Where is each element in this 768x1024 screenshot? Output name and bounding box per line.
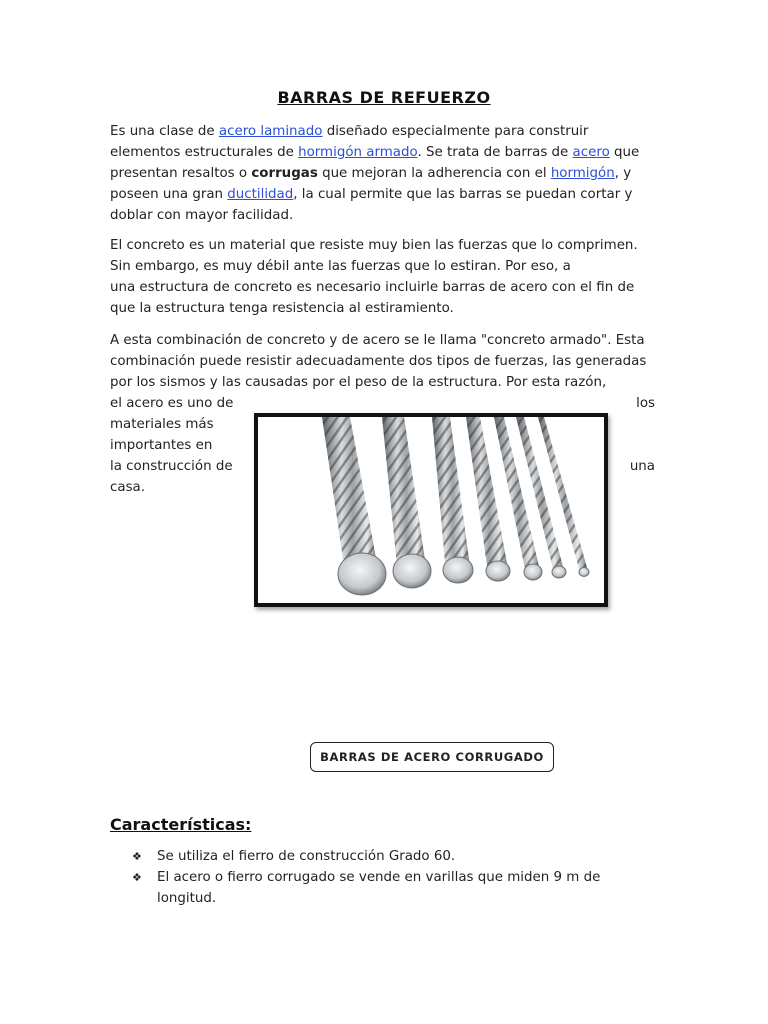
text: elementos estructurales de	[110, 145, 299, 160]
text: A esta combinación de concreto y de acero se le llama "concreto armado". Esta	[110, 333, 645, 348]
link-ductilidad[interactable]: ductilidad	[227, 187, 294, 202]
text: diseñado especialmente para construir	[322, 124, 589, 139]
list-item-text: longitud.	[157, 891, 217, 906]
link-acero-laminado[interactable]: acero laminado	[218, 124, 323, 139]
text: que	[609, 145, 640, 160]
text: Es una clase de	[110, 124, 219, 139]
rebar-photo	[254, 413, 608, 607]
figure-caption: BARRAS DE ACERO CORRUGADO	[310, 742, 554, 772]
text: que la estructura tenga resistencia al estiramiento.	[110, 301, 454, 316]
text: que mejoran la adherencia con el	[317, 166, 551, 181]
wrap-text-left: la construcción de	[110, 459, 233, 474]
text: presentan resaltos o	[110, 166, 252, 181]
wrap-text-left: materiales más	[110, 417, 214, 432]
rebar-illustration	[258, 417, 604, 603]
text: , la cual permite que las barras se puedan cortar y	[293, 187, 633, 202]
page-title: BARRAS DE REFUERZO	[277, 88, 491, 107]
bold-term: corrugas	[251, 166, 318, 181]
text: combinación puede resistir adecuadamente dos tipos de fuerzas, las generadas	[110, 354, 647, 369]
characteristics-list	[132, 846, 632, 909]
wrap-text-left: casa.	[110, 480, 146, 495]
link-acero[interactable]: acero	[572, 145, 610, 160]
text: Sin embargo, es muy débil ante las fuerzas que lo estiran. Por eso, a	[110, 259, 571, 274]
text: una estructura de concreto es necesario incluirle barras de acero con el fin de	[110, 280, 635, 295]
intro-paragraph	[110, 121, 670, 226]
list-item-continuation	[132, 888, 632, 909]
list-item-text: El acero o fierro corrugado se vende en varillas que miden 9 m de	[157, 870, 601, 885]
text: . Se trata de barras de	[417, 145, 573, 160]
list-item-text: Se utiliza el fierro de construcción Grado 60.	[157, 849, 456, 864]
text: El concreto es un material que resiste muy bien las fuerzas que lo comprimen.	[110, 238, 638, 253]
text: por los sismos y las causadas por el peso de la estructura. Por esta razón,	[110, 375, 607, 390]
text: poseen una gran	[110, 187, 228, 202]
wrap-text-right: una	[629, 459, 655, 474]
section-heading-caracteristicas: Características:	[110, 815, 252, 834]
wrap-text-left: importantes en	[110, 438, 213, 453]
wrap-text-right: los	[636, 396, 655, 411]
wrap-text-left: el acero es uno de	[110, 396, 234, 411]
link-hormigon-armado[interactable]: hormigón armado	[298, 145, 418, 160]
list-item	[132, 846, 632, 867]
diamond-bullet-icon: ❖	[132, 850, 142, 863]
text: doblar con mayor facilidad.	[110, 208, 294, 223]
link-hormigon[interactable]: hormigón	[550, 166, 615, 181]
armado-paragraph	[110, 330, 670, 393]
concrete-paragraph	[110, 235, 670, 319]
diamond-bullet-icon: ❖	[132, 871, 142, 884]
text: , y	[614, 166, 632, 181]
list-item	[132, 867, 632, 888]
